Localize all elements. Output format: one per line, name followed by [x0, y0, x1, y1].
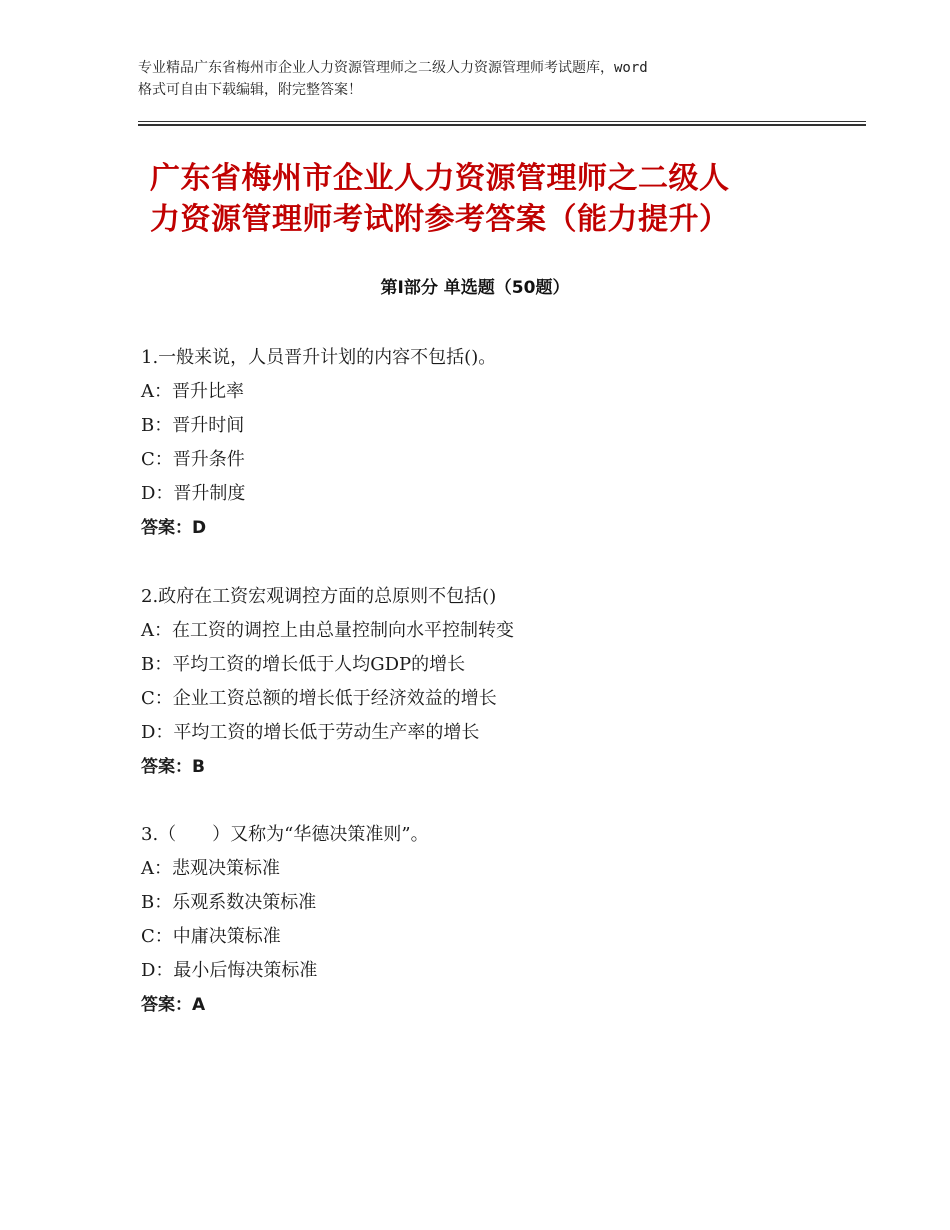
header-note-line-1: 专业精品广东省梅州市企业人力资源管理师之二级人力资源管理师考试题库，word	[138, 60, 648, 76]
answer-label: 答案：D	[141, 518, 207, 538]
option-c: C：中庸决策标准	[141, 926, 281, 947]
header-note	[138, 57, 828, 101]
option-c: C：企业工资总额的增长低于经济效益的增长	[141, 688, 497, 709]
answer-label: 答案：B	[141, 757, 205, 777]
section-title: 第Ⅰ部分 单选题（50题）	[380, 278, 570, 298]
option-b: B：平均工资的增长低于人均GDP的增长	[141, 654, 466, 675]
document-title-line-1: 广东省梅州市企业人力资源管理师之二级人	[150, 161, 730, 196]
header-note-line-2: 格式可自由下载编辑，附完整答案！	[138, 82, 362, 98]
header-divider-thin	[138, 121, 866, 122]
option-a: A：晋升比率	[141, 381, 244, 402]
document-title	[150, 158, 850, 240]
option-a: A：悲观决策标准	[141, 858, 280, 879]
option-c: C：晋升条件	[141, 449, 245, 470]
question-block-2	[141, 580, 861, 784]
question-stem: 2.政府在工资宏观调控方面的总原则不包括()	[141, 586, 497, 607]
option-d: D：晋升制度	[141, 483, 246, 504]
question-block-1	[141, 341, 861, 545]
question-block-3	[141, 818, 861, 1022]
option-b: B：乐观系数决策标准	[141, 892, 317, 913]
option-d: D：最小后悔决策标准	[141, 960, 318, 981]
document-title-line-2: 力资源管理师考试附参考答案（能力提升）	[150, 202, 730, 237]
option-b: B：晋升时间	[141, 415, 245, 436]
question-stem: 1.一般来说，人员晋升计划的内容不包括()。	[141, 347, 497, 368]
option-a: A：在工资的调控上由总量控制向水平控制转变	[141, 620, 514, 641]
header-divider-thick	[138, 124, 866, 126]
question-stem: 3.（ ）又称为“华德决策准则”。	[141, 824, 429, 845]
option-d: D：平均工资的增长低于劳动生产率的增长	[141, 722, 480, 743]
answer-label: 答案：A	[141, 995, 206, 1015]
